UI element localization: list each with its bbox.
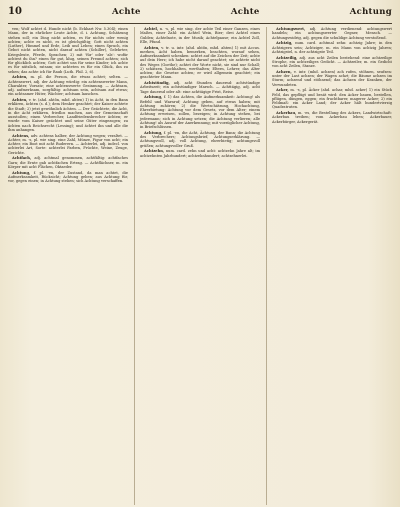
dictionary-entry bbox=[140, 46, 260, 80]
column-right bbox=[266, 27, 392, 505]
dictionary-entry bbox=[8, 156, 128, 169]
dictionary-entry bbox=[272, 41, 392, 54]
entry-text: num. card. zehn und acht: achtzehn Jahre alt; im achtzehnten Jahrhundert; achtzehnhundert; achtzehnerlei. bbox=[140, 149, 260, 158]
column-left bbox=[8, 27, 128, 505]
text-columns bbox=[8, 27, 392, 505]
dictionary-entry bbox=[8, 75, 128, 96]
dictionary-entry bbox=[8, 27, 128, 74]
headword: Achtung, bbox=[144, 95, 163, 100]
entry-text: adj. Achtung verdienend: achtungswert handeln; ein achtungswerter Gegner, Mensch. — Achtungswidrig, adj. gegen die schuldige Achtung verstoßend. bbox=[272, 27, 392, 40]
entry-text: n. -s, pl. wie sing. der achte Teil einer Ganzen, eines Maßes, einer Zahl: ein Achtel Wein, Bier; drei Achtel eines Gulden; Achtelnote, in der Musik; Achtelpause; ein Achtel Zoll, Elle, Pfund. bbox=[140, 27, 260, 44]
column-middle bbox=[134, 27, 260, 505]
entry-text: m. -es, die Bestellung des Ackers, Landwirtschaft: Ackerbau treiben; vom Ackerbau leben; Ackerbauer, Ackerbürger, Ackergerät. bbox=[272, 111, 392, 124]
running-head-left: Achte bbox=[111, 7, 141, 17]
entry-text: num. card. achtmal zehn: achtzig Jahre; in den Achtzigern sein; Achtziger, m. ein Mann von achtzig Jahren; Achtzigstel, n. der achtzigste Teil. bbox=[272, 41, 392, 54]
headword: Achtzeilig, bbox=[276, 55, 298, 60]
headword: Achtung, bbox=[144, 130, 163, 135]
entry-text: adj. achtmal genommen, achtfältig: achtfaches Garn; die Ernte gab achtfachen Ertrag. — Achtflächner, m. ein Körper mit acht Flächen, Oktaeder. bbox=[8, 156, 128, 169]
entry-text: adv. achtens halber, der Achtung wegen; veraltet. — Achter, m. -s, pl. wie sing. eine Zahl, Münze, Figur von acht; ein Achter, ein Boot mit acht Ruderern. — Achterlei, adj. indecl. von achterlei Art, Sorte: achterlei Farben, Früchte, Weine, Zeuge, Gerichte. bbox=[8, 133, 128, 155]
entry-text: m. pl. die Person, die etwas achtet; selten. — Achtenswert, adj. der Achtung würdig: ein achtenswerter Mann, Charakter, Vorsatz; eine achtenswerte Gesinnung. — Achtsam, adj. aufmerksam, sorgfältig: achtsam sein, achtsam auf etwas; ein achtsamer Hüter, Wächter; achtsam lauschen. bbox=[8, 75, 128, 97]
headword: Achtel, bbox=[144, 27, 159, 31]
entry-text: v. tr. u. intr. (ahd. ahtôn, mhd. ahten) 1) mit Accus. merken, Acht haben, bemerken, beachten, worauf sehen, Aufmerksamkeit schenken: achtet auf die Zeichen der Zeit; achte auf dein Herz; ich habe nicht darauf geachtet; sie achtete nicht des Weges (Goethe); achtet der Worte nicht, sie sind nur Schall; 2) schätzen, hochhalten, werthalten; Eltern, Lehrer, das Alter achten; die Gesetze achten; er wird allgemein geachtet; ein geachteter Mann. bbox=[140, 45, 260, 80]
entry-text: v. intr. (mhd. achzen) ach rufen, stöhnen, seufzen: unter der Last achzen; der Wagen achzt; die Bäume achzen im Sturm; achzend und stöhnend; das Achzen der Kranken, der Verwundeten. bbox=[272, 69, 392, 87]
entry-text: adj. acht Stunden dauernd: achtstündige Arbeitszeit; ein achtstündiger Marsch. — Achttägig, adj. acht Tage dauernd oder alt: eine achttägige Frist, Reise. bbox=[140, 81, 260, 94]
headword: Achtfach, bbox=[12, 156, 32, 161]
headword: Ackerbau, bbox=[276, 111, 297, 115]
dictionary-entry bbox=[8, 98, 128, 132]
dictionary-entry bbox=[140, 81, 260, 94]
headword: Achtung, bbox=[12, 170, 31, 175]
entry-text: ven; Wolf achtet d. Hunde nicht (b. Eckhart Nw. 5.304); einen Mann, der in ehrlicher Leute Achte, d. i. Achtung, Schätzung stehen soll; ein Ding nicht achten, es für nichts oder wenig achten; achte es nicht, es ist gleichgültig; Gott nicht achten (Luther), Himmel und Erde, Leib und Leben; einen Spruch, ein Gebot nicht achten, nicht darauf achten (Schiller), Gelehrter, Kriegsleute, Pferde, Sprachen; 2) mit 'für' oder 'als': wofür achtest du ihn? einen für gut, klug, seinen Freund achten; sich für glücklich achten; Gott achtet uns für seine Kinder; ich achte es für nützlich, ratsam; sie achteten es für ein Glück, ihn zu sehen; das achte ich für Raub (Luth. Phil. 2, 6). bbox=[8, 27, 128, 74]
entry-text: m. -s, pl. Äcker (ahd. achar, mhd. acker) 1) ein Stück Feld, das gepflügt und besät wird: den Acker bauen, bestellen, pflügen, düngen, eggen; ein fruchtbarer, magerer Acker; 2) ein Feldmaß: ein Acker Land; der Acker hält hundertvierzig Quadratruten. bbox=[272, 88, 392, 110]
headword: Achten, bbox=[144, 45, 160, 50]
dictionary-entry bbox=[272, 88, 392, 109]
dictionary-entry bbox=[140, 27, 260, 44]
headword: Achten, bbox=[12, 98, 28, 102]
headword: Acker, bbox=[276, 88, 289, 93]
page-header bbox=[8, 6, 392, 20]
dictionary-entry bbox=[140, 95, 260, 129]
entry-text: v. tr. (ahd. ahtôn, mhd. ahten) 1) in Acht, in den Bann erklären, ächten (s. d.); dem Henker geachtet; der Kaiser achtete die Stadt; 2) jetzt gewöhnlich ächten. — Der Geächtete, die Acht, in die Acht erklären, friedlos machen, aus der Gemeinschaft ausstoßen; einen Verbrecher, Landfriedensbrecher ächten; er wurde vom Kaiser geächtet und seine Güter eingezogen; zu ächten nach Reichsrecht (Lessing); und ächtet ihn und alle die ihm anhangen. bbox=[8, 98, 128, 132]
dictionary-entry bbox=[8, 171, 128, 184]
headword: Achtungswert, bbox=[276, 27, 306, 31]
dictionary-entry bbox=[272, 70, 392, 87]
headword: Achtzig, bbox=[276, 41, 293, 46]
header-rule bbox=[8, 23, 392, 24]
headword: Achten, bbox=[12, 75, 28, 80]
headword: Achzen, bbox=[276, 69, 292, 74]
dictionary-entry bbox=[272, 111, 392, 124]
dictionary-entry bbox=[140, 149, 260, 158]
headword: Achtens, bbox=[12, 133, 30, 138]
entry-text: f. pl. -en, der Zustand, da man achtet, die Aufmerksamkeit, Rücksicht; Achtung geben; aus Achtung für, vor, gegen einen; in Achtung stehen; sich Achtung verschaffen. bbox=[8, 170, 128, 183]
page-number: 10 bbox=[8, 6, 22, 17]
entry-text: adj. aus acht Zeilen bestehend: eine achtzeilige Strophe, ein achtzeiliges Gedicht. — Achtzeiler, m. ein Gedicht von acht Zeilen, Stanze. bbox=[272, 55, 392, 68]
entry-text: f. 1) das Achten, die Aufmerksamkeit: Achtung! als Befehl und Warnruf; Achtung geben, auf etwas haben; mit Achtung zuhören; 2) die Wertschätzung, Hochachtung, Ehrerbietung: Achtung vor dem Gesetz, vor dem Alter; einem Achtung erweisen, zollen, bezeigen; in Achtung stehen, bei jedermann; sich in Achtung setzen; die Achtung verlieren; alle Achtung! als Ausruf der Anerkennung; mit vorzüglicher Achtung, in Briefschlüssen. bbox=[140, 95, 260, 129]
entry-text: f. pl. -en, die Acht, Ächtung, der Bann; die Achtung des Verbrechers; Achtungsbrief, Achtungserklärung. — Achtungsvoll, adj. voll Achtung, ehrerbietig; achtungsvoll grüßen; achtungsvoller Gruß. bbox=[140, 130, 260, 148]
running-head-right: Achtung bbox=[349, 7, 392, 17]
headword: Achtzehn, bbox=[144, 149, 165, 154]
dictionary-entry bbox=[8, 134, 128, 155]
dictionary-entry bbox=[272, 27, 392, 40]
dictionary-entry bbox=[272, 56, 392, 69]
dictionary-entry bbox=[140, 131, 260, 148]
headword: Achtstündig, bbox=[144, 81, 170, 85]
running-head-center: Achte bbox=[230, 7, 260, 17]
